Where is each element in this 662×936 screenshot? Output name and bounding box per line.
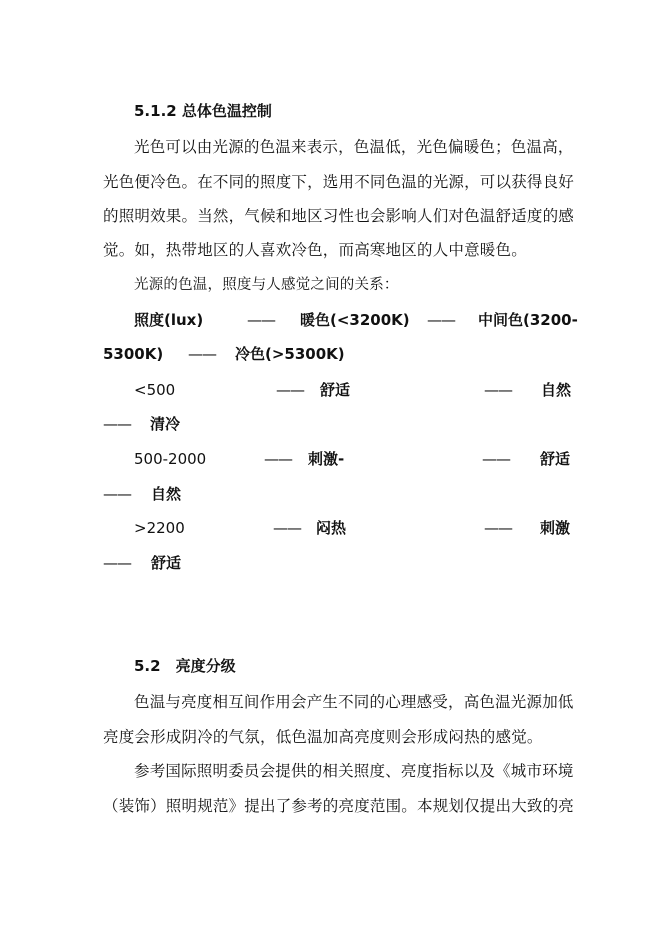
- row-neutral: 自然: [541, 381, 572, 399]
- paragraph-line: 亮度会形成阴冷的气氛，低色温加高亮度则会形成闷热的感觉。: [103, 728, 543, 746]
- section-heading-5-1-2: 5.1.2 总体色温控制: [134, 102, 272, 120]
- row-dash: ——: [264, 450, 292, 468]
- row-cool: 清冷: [150, 415, 181, 433]
- header-neutral: 中间色(3200-: [478, 311, 578, 329]
- paragraph-line: 的照明效果。当然，气候和地区习性也会影响人们对色温舒适度的感: [103, 207, 575, 225]
- header-cool: 冷色(>5300K): [235, 345, 345, 363]
- row-lux: >2200: [134, 519, 185, 537]
- section-heading-5-2: 5.2 亮度分级: [134, 657, 236, 675]
- row-cool: 自然: [151, 485, 182, 503]
- row-cool: 舒适: [151, 554, 182, 572]
- row-dash: ——: [482, 450, 510, 468]
- row-lux: 500-2000: [134, 450, 207, 468]
- paragraph-line: 参考国际照明委员会提供的相关照度、亮度指标以及《城市环境: [134, 762, 574, 780]
- relation-intro: 光源的色温，照度与人感觉之间的关系：: [134, 277, 399, 293]
- header-illuminance: 照度(lux): [134, 311, 204, 329]
- row-warm: 舒适: [320, 381, 351, 399]
- row-warm: 闷热: [316, 519, 347, 537]
- row-dash: ——: [273, 519, 301, 537]
- header-dash: ——: [427, 311, 455, 329]
- row-dash: ——: [103, 415, 131, 433]
- row-neutral: 舒适: [540, 450, 571, 468]
- row-dash: ——: [484, 519, 512, 537]
- paragraph-line: 光色便冷色。在不同的照度下，选用不同色温的光源，可以获得良好: [103, 173, 575, 191]
- row-dash: ——: [103, 485, 131, 503]
- header-dash: ——: [247, 311, 275, 329]
- row-neutral: 刺激: [540, 519, 571, 537]
- row-warm: 刺激-: [308, 450, 345, 468]
- paragraph-line: 色温与亮度相互间作用会产生不同的心理感受，高色温光源加低: [134, 693, 574, 711]
- header-neutral-cont: 5300K): [103, 345, 164, 363]
- paragraph-line: 光色可以由光源的色温来表示，色温低，光色偏暖色；色温高，: [134, 138, 574, 156]
- row-lux: <500: [134, 381, 176, 399]
- paragraph-line: 觉。如，热带地区的人喜欢冷色，而高寒地区的人中意暖色。: [103, 241, 527, 259]
- row-dash: ——: [484, 381, 512, 399]
- header-dash: ——: [188, 345, 216, 363]
- paragraph-line: （装饰）照明规范》提出了参考的亮度范围。本规划仅提出大致的亮: [103, 797, 575, 815]
- row-dash: ——: [103, 554, 131, 572]
- header-warm: 暖色(<3200K): [300, 311, 410, 329]
- row-dash: ——: [276, 381, 304, 399]
